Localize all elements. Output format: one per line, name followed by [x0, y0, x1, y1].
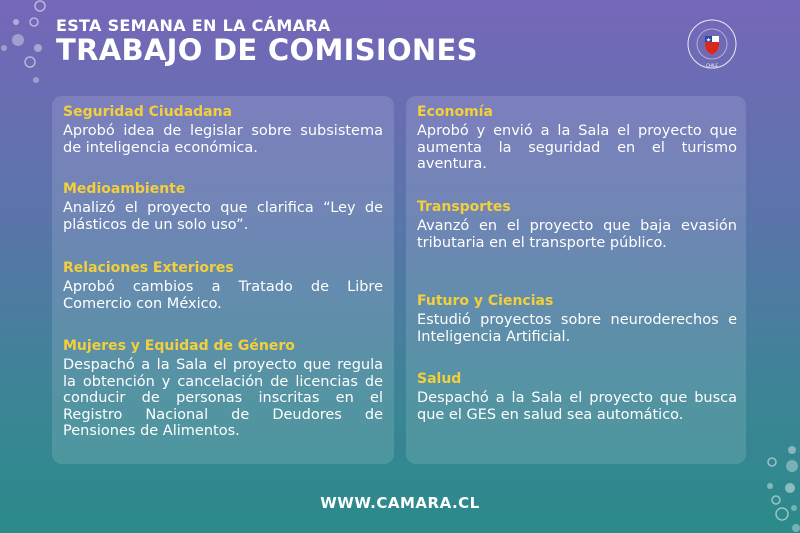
- decorative-bubbles-top-left: [0, 0, 60, 90]
- commission-summary: Avanzó en el proyecto que baja evasión tributaria en el transporte público.: [417, 218, 737, 251]
- commission-item: [63, 181, 383, 233]
- commissions-card-right: [406, 96, 746, 464]
- commission-item: [63, 260, 383, 312]
- commission-summary: Aprobó y envió a la Sala el proyecto que aumenta la seguridad en el turismo aventura.: [417, 123, 737, 172]
- commissions-card-left: [52, 96, 394, 464]
- commission-summary: Analizó el proyecto que clarifica “Ley de plásticos de un solo uso”.: [63, 200, 383, 233]
- section-kicker: ESTA SEMANA EN LA CÁMARA: [56, 16, 331, 35]
- commission-summary: Aprobó cambios a Tratado de Libre Comercio con México.: [63, 279, 383, 312]
- commission-summary: Despachó a la Sala el proyecto que regula la obtención y cancelación de licencias de conducir de personas inscritas en el Registro Nacional de Deudores de Pensiones de Alimentos.: [63, 357, 383, 439]
- emblem-country-text: CHILE: [706, 63, 718, 68]
- commission-name: Salud: [417, 371, 462, 387]
- commission-summary: Aprobó idea de legislar sobre subsistema de inteligencia económica.: [63, 123, 383, 156]
- commission-name: Transportes: [417, 199, 511, 215]
- page-title: TRABAJO DE COMISIONES: [56, 33, 478, 67]
- commission-item: [417, 199, 737, 251]
- commission-name: Mujeres y Equidad de Género: [63, 338, 295, 354]
- decorative-bubbles-bottom-right: [748, 440, 800, 533]
- commission-item: [417, 293, 737, 345]
- commission-item: [417, 371, 737, 423]
- commission-summary: Despachó a la Sala el proyecto que busca que el GES en salud sea automático.: [417, 390, 737, 423]
- commission-item: [417, 104, 737, 173]
- commission-name: Relaciones Exteriores: [63, 260, 234, 276]
- commission-name: Futuro y Ciencias: [417, 293, 554, 309]
- commission-name: Economía: [417, 104, 493, 120]
- commission-item: [63, 338, 383, 440]
- chamber-emblem-logo: [686, 18, 738, 70]
- website-url: WWW.CAMARA.CL: [320, 494, 480, 512]
- commission-summary: Estudió proyectos sobre neuroderechos e Inteligencia Artificial.: [417, 312, 737, 345]
- commission-name: Seguridad Ciudadana: [63, 104, 233, 120]
- commission-item: [63, 104, 383, 156]
- commission-name: Medioambiente: [63, 181, 186, 197]
